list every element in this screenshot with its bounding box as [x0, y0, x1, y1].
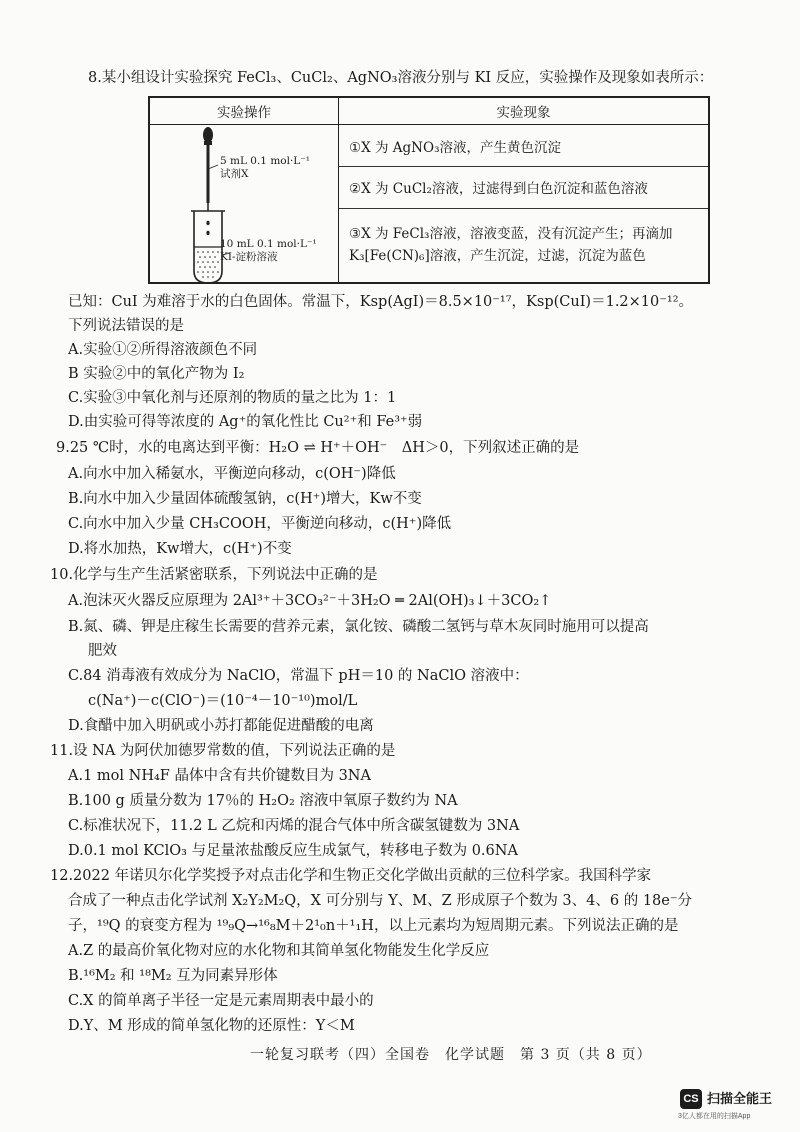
q9-stem: 9.25 ℃时，水的电离达到平衡：H₂O ⇌ H⁺＋OH⁻ ΔH＞0，下列叙述正确的是	[56, 440, 580, 456]
test-tube-dropper-diagram	[150, 125, 336, 285]
phenomenon-row-3-line-1: ③X 为 FeCl₃溶液，溶液变蓝，没有沉淀产生；再滴加	[349, 226, 673, 243]
q11-option-a: A.1 mol NH₄F 晶体中含有共价键数目为 3NA	[68, 768, 371, 784]
q12-option-d: D.Y、M 形成的简单氢化物的还原性：Y＜M	[68, 1018, 355, 1034]
q10-stem: 10.化学与生产生活紧密联系，下列说法中正确的是	[50, 567, 378, 583]
q12-stem-line-3: 子，¹⁹Q 的衰变方程为 ¹⁹₉Q→¹⁶₈M＋2¹₀n＋¹₁H，以上元素均为短周期元素。下列说法正确的是	[68, 918, 679, 934]
camscanner-logo-icon: CS	[680, 1089, 702, 1109]
q12-stem-line-1: 12.2022 年诺贝尔化学奖授予对点击化学和生物正交化学做出贡献的三位科学家。我国科学家	[50, 868, 652, 884]
q9-option-a: A.向水中加入稀氨水，平衡逆向移动，c(OH⁻)降低	[68, 466, 396, 482]
q12-option-c: C.X 的简单离子半径一定是元素周期表中最小的	[68, 993, 374, 1009]
phenomenon-row-3	[339, 208, 710, 283]
q10-option-b: B.氮、磷、钾是庄稼生长需要的营养元素，氯化铵、磷酸二氢钙与草木灰同时施用可以提高	[68, 619, 649, 635]
experiment-table	[148, 96, 710, 284]
q9-option-c: C.向水中加入少量 CH₃COOH，平衡逆向移动，c(H⁺)降低	[68, 516, 452, 532]
ki-starch-label: KI-淀粉溶液	[220, 251, 278, 264]
ki-volume-label: 10 mL 0.1 mol·L⁻¹	[220, 238, 317, 251]
q10-option-d: D.食醋中加入明矾或小苏打都能促进醋酸的电离	[68, 718, 374, 734]
q8-option-b: B 实验②中的氧化产物为 I₂	[68, 366, 245, 382]
q10-option-c: C.84 消毒液有效成分为 NaClO，常温下 pH＝10 的 NaClO 溶液中：	[68, 668, 529, 684]
table-header-operation: 实验操作	[149, 97, 339, 125]
table-header-phenomenon: 实验现象	[339, 97, 710, 125]
q8-option-c: C.实验③中氧化剂与还原剂的物质的量之比为 1：1	[68, 390, 397, 406]
q10-option-b-cont: 肥效	[88, 643, 117, 659]
q8-known-info: 已知：CuI 为难溶于水的白色固体。常温下，Ksp(AgI)＝8.5×10⁻¹⁷，Ksp(CuI)＝1.2×10⁻¹²。	[68, 294, 694, 310]
q10-option-a: A.泡沫灭火器反应原理为 2Al³⁺＋3CO₃²⁻＋3H₂O ═ 2Al(OH)₃↓＋3CO₂↑	[68, 593, 552, 609]
scanner-app-name: 扫描全能王	[707, 1091, 773, 1106]
q12-stem-line-2: 合成了一种点击化学试剂 X₂Y₂M₂Q，X 可分别与 Y、M、Z 形成原子个数为 3、4、6 的 18e⁻分	[68, 893, 693, 909]
q12-option-a: A.Z 的最高价氧化物对应的水化物和其简单氢化物能发生化学反应	[68, 943, 490, 959]
q11-option-d: D.0.1 mol KClO₃ 与足量浓盐酸反应生成氯气，转移电子数为 0.6NA	[68, 843, 518, 859]
q8-ask: 下列说法错误的是	[68, 318, 184, 334]
q11-option-b: B.100 g 质量分数为 17％的 H₂O₂ 溶液中氧原子数约为 NA	[68, 793, 458, 809]
phenomenon-row-1: ①X 为 AgNO₃溶液，产生黄色沉淀	[339, 125, 710, 167]
q9-option-d: D.将水加热，Kw增大，c(H⁺)不变	[68, 541, 292, 557]
phenomenon-row-3-line-2: K₃[Fe(CN)₆]溶液，产生沉淀，过滤，沉淀为蓝色	[349, 248, 646, 265]
reagent-x-label: 试剂X	[220, 168, 249, 181]
page-footer: 一轮复习联考（四）全国卷 化学试题 第 3 页（共 8 页）	[250, 1047, 652, 1063]
experiment-diagram-cell	[149, 125, 339, 283]
q11-option-c: C.标准状况下，11.2 L 乙烷和丙烯的混合气体中所含碳氢键数为 3NA	[68, 818, 520, 834]
q8-option-d: D.由实验可得等浓度的 Ag⁺的氧化性比 Cu²⁺和 Fe³⁺弱	[68, 414, 423, 430]
q9-option-b: B.向水中加入少量固体硫酸氢钠，c(H⁺)增大，Kw不变	[68, 491, 422, 507]
q8-option-a: A.实验①②所得溶液颜色不同	[68, 342, 258, 358]
q10-option-c-formula: c(Na⁺)－c(ClO⁻)＝(10⁻⁴－10⁻¹⁰)mol/L	[88, 693, 358, 709]
q12-option-b: B.¹⁶M₂ 和 ¹⁸M₂ 互为同素异形体	[68, 968, 278, 984]
q8-stem: 8.某小组设计实验探究 FeCl₃、CuCl₂、AgNO₃溶液分别与 KI 反应，实验操作及现象如表所示：	[88, 70, 714, 86]
q11-stem: 11.设 NA 为阿伏加德罗常数的值，下列说法正确的是	[50, 743, 396, 759]
phenomenon-row-2: ②X 为 CuCl₂溶液，过滤得到白色沉淀和蓝色溶液	[339, 167, 710, 209]
scanner-tagline: 3亿人都在用的扫描App	[678, 1113, 751, 1120]
reagent-x-volume-label: 5 mL 0.1 mol·L⁻¹	[220, 155, 311, 168]
